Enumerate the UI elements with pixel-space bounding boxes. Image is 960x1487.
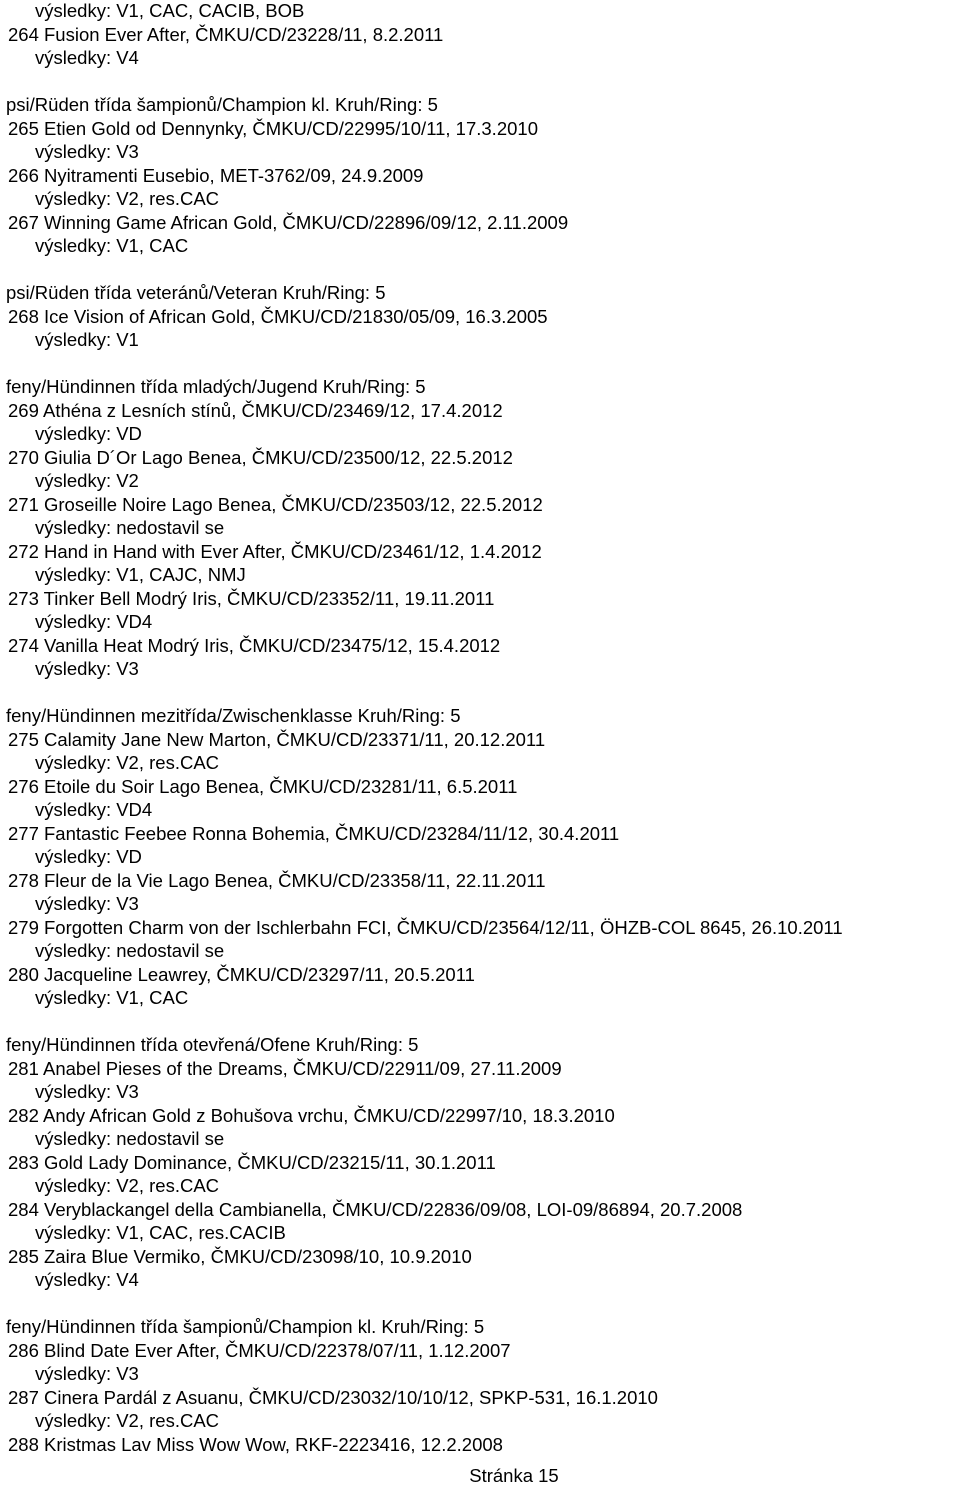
result-line: výsledky: nedostavil se bbox=[35, 1128, 225, 1149]
result-line: výsledky: VD4 bbox=[35, 799, 153, 820]
result-line: výsledky: V3 bbox=[35, 1363, 139, 1384]
dog-entry: 279 Forgotten Charm von der Ischlerbahn FCI, ČMKU/CD/23564/12/11, ÖHZB-COL 8645, 26.10.2011 bbox=[8, 916, 843, 938]
result-line: výsledky: VD bbox=[35, 423, 142, 444]
result-line: výsledky: V2, res.CAC bbox=[35, 1410, 220, 1431]
result-line: výsledky: VD bbox=[35, 846, 142, 867]
dog-entry: 264 Fusion Ever After, ČMKU/CD/23228/11, 8.2.2011 bbox=[8, 23, 444, 45]
dog-entry: 278 Fleur de la Vie Lago Benea, ČMKU/CD/23358/11, 22.11.2011 bbox=[8, 869, 546, 891]
dog-entry: 275 Calamity Jane New Marton, ČMKU/CD/23371/11, 20.12.2011 bbox=[8, 728, 546, 750]
dog-entry: 273 Tinker Bell Modrý Iris, ČMKU/CD/23352/11, 19.11.2011 bbox=[8, 587, 495, 609]
class-heading: feny/Hündinnen mezitřída/Zwischenklasse Kruh/Ring: 5 bbox=[6, 705, 461, 726]
dog-entry: 282 Andy African Gold z Bohušova vrchu, ČMKU/CD/22997/10, 18.3.2010 bbox=[8, 1104, 615, 1126]
dog-entry: 280 Jacqueline Leawrey, ČMKU/CD/23297/11, 20.5.2011 bbox=[8, 963, 475, 985]
dog-entry: 266 Nyitramenti Eusebio, MET-3762/09, 24.9.2009 bbox=[8, 164, 424, 186]
result-line: výsledky: V3 bbox=[35, 658, 139, 679]
dog-entry: 277 Fantastic Feebee Ronna Bohemia, ČMKU/CD/23284/11/12, 30.4.2011 bbox=[8, 822, 620, 844]
class-heading: feny/Hündinnen třída otevřená/Ofene Kruh/Ring: 5 bbox=[6, 1034, 419, 1055]
result-line: výsledky: nedostavil se bbox=[35, 940, 225, 961]
dog-entry: 271 Groseille Noire Lago Benea, ČMKU/CD/23503/12, 22.5.2012 bbox=[8, 493, 543, 515]
result-line: výsledky: VD4 bbox=[35, 611, 153, 632]
result-line: výsledky: V1, CAC bbox=[35, 987, 189, 1008]
dog-entry: 283 Gold Lady Dominance, ČMKU/CD/23215/11, 30.1.2011 bbox=[8, 1151, 496, 1173]
dog-entry: 287 Cinera Pardál z Asuanu, ČMKU/CD/23032/10/10/12, SPKP-531, 16.1.2010 bbox=[8, 1386, 658, 1408]
result-line: výsledky: V3 bbox=[35, 141, 139, 162]
dog-entry: 276 Etoile du Soir Lago Benea, ČMKU/CD/23281/11, 6.5.2011 bbox=[8, 775, 518, 797]
dog-entry: 265 Etien Gold od Dennynky, ČMKU/CD/22995/10/11, 17.3.2010 bbox=[8, 117, 538, 139]
result-line: výsledky: V1, CAC, res.CACIB bbox=[35, 1222, 286, 1243]
result-line: výsledky: V2, res.CAC bbox=[35, 752, 220, 773]
class-heading: feny/Hündinnen třída mladých/Jugend Kruh/Ring: 5 bbox=[6, 376, 426, 397]
dog-entry: 284 Veryblackangel della Cambianella, ČMKU/CD/22836/09/08, LOI-09/86894, 20.7.2008 bbox=[8, 1198, 743, 1220]
result-line: výsledky: V4 bbox=[35, 47, 139, 68]
result-line: výsledky: V2, res.CAC bbox=[35, 1175, 220, 1196]
result-line: výsledky: V2 bbox=[35, 470, 139, 491]
dog-entry: 286 Blind Date Ever After, ČMKU/CD/22378/07/11, 1.12.2007 bbox=[8, 1339, 511, 1361]
dog-entry: 274 Vanilla Heat Modrý Iris, ČMKU/CD/23475/12, 15.4.2012 bbox=[8, 634, 501, 656]
dog-entry: 288 Kristmas Lav Miss Wow Wow, RKF-2223416, 12.2.2008 bbox=[8, 1433, 503, 1455]
class-heading: feny/Hündinnen třída šampionů/Champion kl. Kruh/Ring: 5 bbox=[6, 1316, 485, 1337]
result-line: výsledky: V1, CAJC, NMJ bbox=[35, 564, 246, 585]
result-line: výsledky: V1, CAC, CACIB, BOB bbox=[35, 0, 305, 21]
dog-entry: 267 Winning Game African Gold, ČMKU/CD/22896/09/12, 2.11.2009 bbox=[8, 211, 569, 233]
result-line: výsledky: V2, res.CAC bbox=[35, 188, 220, 209]
dog-entry: 281 Anabel Pieses of the Dreams, ČMKU/CD/22911/09, 27.11.2009 bbox=[8, 1057, 562, 1079]
dog-entry: 269 Athéna z Lesních stínů, ČMKU/CD/23469/12, 17.4.2012 bbox=[8, 399, 503, 421]
result-line: výsledky: V3 bbox=[35, 893, 139, 914]
class-heading: psi/Rüden třída šampionů/Champion kl. Kruh/Ring: 5 bbox=[6, 94, 438, 115]
result-line: výsledky: V3 bbox=[35, 1081, 139, 1102]
dog-entry: 272 Hand in Hand with Ever After, ČMKU/CD/23461/12, 1.4.2012 bbox=[8, 540, 542, 562]
dog-entry: 268 Ice Vision of African Gold, ČMKU/CD/21830/05/09, 16.3.2005 bbox=[8, 305, 548, 327]
result-line: výsledky: V1 bbox=[35, 329, 139, 350]
result-line: výsledky: V1, CAC bbox=[35, 235, 189, 256]
page-number: Stránka 15 bbox=[469, 1465, 559, 1486]
result-line: výsledky: nedostavil se bbox=[35, 517, 225, 538]
dog-entry: 285 Zaira Blue Vermiko, ČMKU/CD/23098/10, 10.9.2010 bbox=[8, 1245, 472, 1267]
class-heading: psi/Rüden třída veteránů/Veteran Kruh/Ring: 5 bbox=[6, 282, 386, 303]
dog-entry: 270 Giulia D´Or Lago Benea, ČMKU/CD/23500/12, 22.5.2012 bbox=[8, 446, 513, 468]
result-line: výsledky: V4 bbox=[35, 1269, 139, 1290]
